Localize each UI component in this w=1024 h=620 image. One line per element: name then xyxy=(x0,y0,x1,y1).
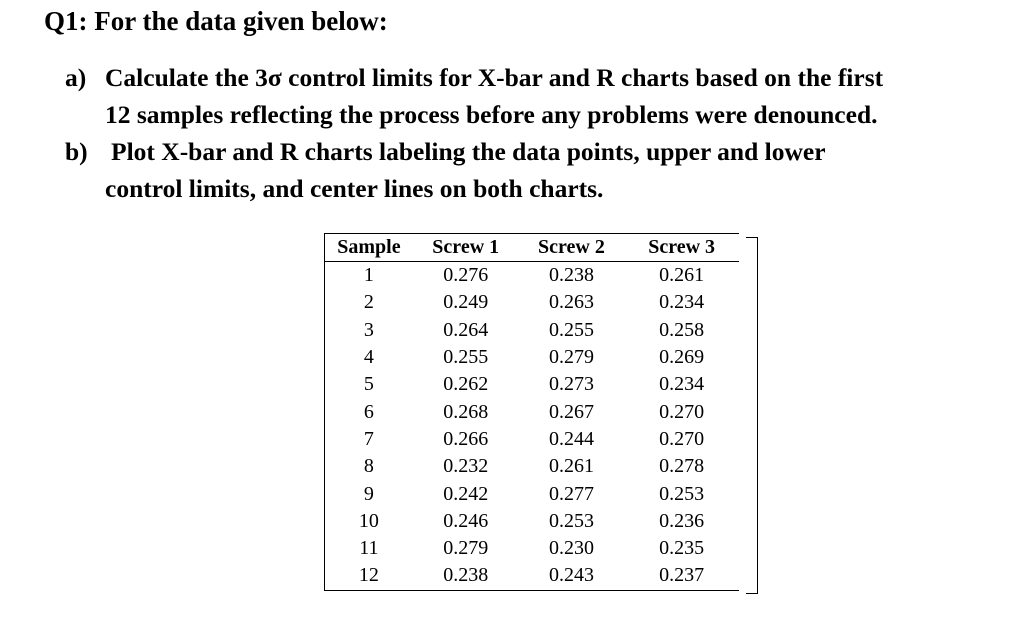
part-b xyxy=(65,133,826,207)
cell-sample: 10 xyxy=(358,509,379,532)
cell-sample: 4 xyxy=(363,346,374,369)
table-row xyxy=(325,426,740,453)
cell-screw-3: 0.235 xyxy=(659,537,705,560)
cell-screw-2: 0.273 xyxy=(548,373,594,396)
cell-sample: 1 xyxy=(363,264,374,287)
table-row xyxy=(325,344,740,371)
cell-sample: 11 xyxy=(359,537,379,560)
cell-screw-2: 0.243 xyxy=(548,564,594,587)
cell-screw-3: 0.270 xyxy=(659,400,705,423)
cell-screw-2: 0.230 xyxy=(548,537,594,560)
cell-screw-2: 0.244 xyxy=(548,427,594,450)
table-row xyxy=(325,289,740,316)
cell-sample: 3 xyxy=(363,318,374,341)
part-a-marker: a) xyxy=(65,63,87,92)
cell-screw-1: 0.238 xyxy=(443,564,489,587)
table-row xyxy=(325,453,740,480)
cell-screw-1: 0.266 xyxy=(443,427,489,450)
cell-sample: 6 xyxy=(363,400,374,423)
data-table xyxy=(324,233,739,591)
cell-screw-3: 0.237 xyxy=(659,564,705,587)
cell-screw-1: 0.249 xyxy=(443,291,489,314)
cell-screw-2: 0.255 xyxy=(548,318,594,341)
cell-screw-3: 0.236 xyxy=(659,509,705,532)
table-row xyxy=(325,562,740,590)
table-row xyxy=(325,398,740,425)
header-sample: Sample xyxy=(325,234,413,262)
cell-screw-2: 0.277 xyxy=(548,482,594,505)
cell-screw-3: 0.234 xyxy=(659,373,705,396)
table-body xyxy=(325,262,740,591)
part-b-line-2: control limits, and center lines on both charts. xyxy=(105,174,604,203)
cell-screw-1: 0.246 xyxy=(443,509,489,532)
cell-screw-3: 0.258 xyxy=(659,318,705,341)
cell-screw-2: 0.267 xyxy=(548,400,594,423)
cell-screw-1: 0.242 xyxy=(443,482,489,505)
table-row xyxy=(325,262,740,290)
cell-screw-1: 0.262 xyxy=(443,373,489,396)
cell-screw-3: 0.278 xyxy=(659,455,705,478)
part-b-line-1: Plot X-bar and R charts labeling the data points, upper and lower xyxy=(111,137,826,166)
table-row xyxy=(325,508,740,535)
table-row xyxy=(325,480,740,507)
cell-screw-3: 0.234 xyxy=(659,291,705,314)
cell-sample: 7 xyxy=(363,427,374,450)
cell-screw-1: 0.279 xyxy=(443,537,489,560)
question-title: Q1: For the data given below: xyxy=(44,6,388,36)
cell-sample: 12 xyxy=(358,564,379,587)
table-row xyxy=(325,317,740,344)
cell-screw-1: 0.268 xyxy=(443,400,489,423)
header-screw-3: Screw 3 xyxy=(624,234,739,262)
cell-sample: 8 xyxy=(363,455,374,478)
part-b-marker: b) xyxy=(65,137,88,166)
cell-screw-2: 0.261 xyxy=(548,455,594,478)
cell-screw-1: 0.232 xyxy=(443,455,489,478)
cell-screw-3: 0.270 xyxy=(659,427,705,450)
header-screw-2: Screw 2 xyxy=(519,234,625,262)
data-table-container xyxy=(324,233,739,591)
cell-sample: 2 xyxy=(363,291,374,314)
part-a-line-2: 12 samples reflecting the process before any problems were denounced. xyxy=(105,100,878,129)
cell-sample: 5 xyxy=(363,373,374,396)
cell-screw-3: 0.253 xyxy=(659,482,705,505)
table-right-bracket xyxy=(746,237,758,594)
cell-sample: 9 xyxy=(363,482,374,505)
cell-screw-3: 0.269 xyxy=(659,346,705,369)
table-row xyxy=(325,535,740,562)
header-screw-1: Screw 1 xyxy=(413,234,519,262)
cell-screw-1: 0.255 xyxy=(443,346,489,369)
part-a xyxy=(65,59,883,133)
table-header-row xyxy=(325,234,740,262)
cell-screw-2: 0.253 xyxy=(548,509,594,532)
cell-screw-3: 0.261 xyxy=(659,264,705,287)
cell-screw-1: 0.264 xyxy=(443,318,489,341)
cell-screw-1: 0.276 xyxy=(443,264,489,287)
table-row xyxy=(325,371,740,398)
cell-screw-2: 0.279 xyxy=(548,346,594,369)
part-a-line-1: Calculate the 3σ control limits for X-bar and R charts based on the first xyxy=(105,63,884,92)
cell-screw-2: 0.238 xyxy=(548,264,594,287)
cell-screw-2: 0.263 xyxy=(548,291,594,314)
